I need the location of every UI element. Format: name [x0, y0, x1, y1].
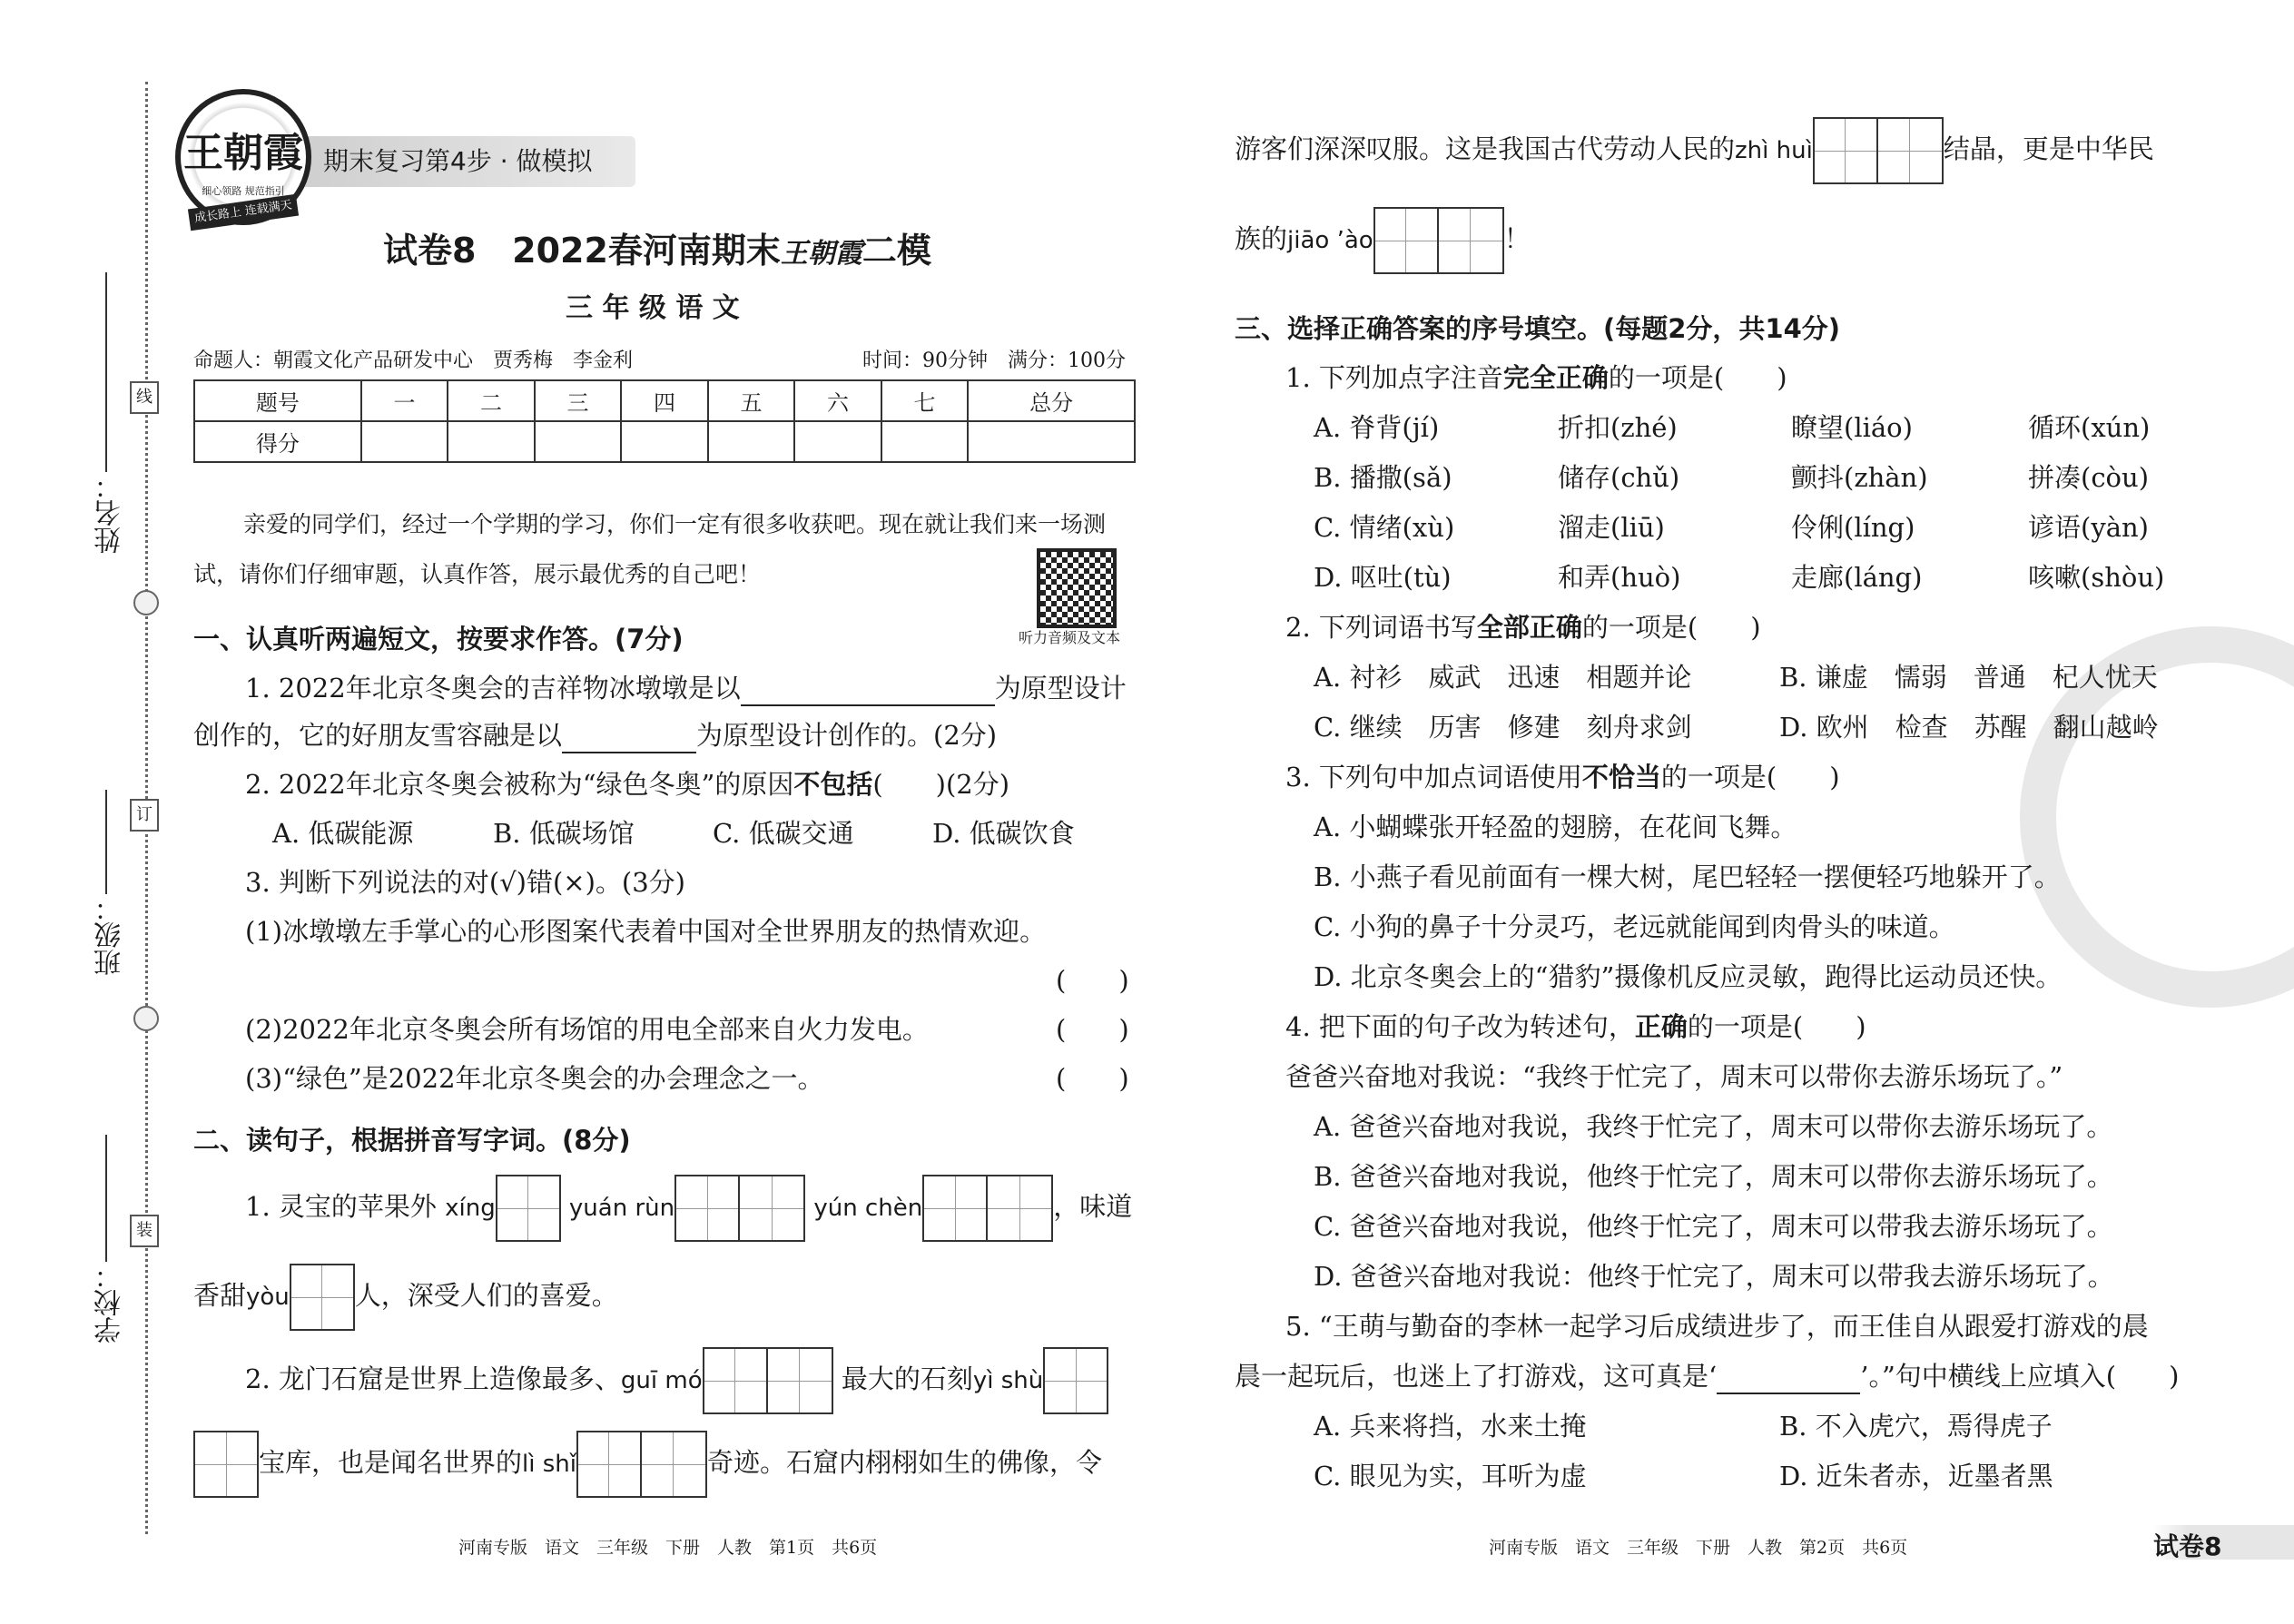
s1-q2-bold: 不包括 — [793, 769, 873, 800]
answer-blank[interactable] — [1717, 1365, 1860, 1394]
title-main: 2022春河南期末 — [512, 231, 781, 271]
table-cell: 六 — [794, 380, 881, 421]
score-cell[interactable] — [535, 421, 622, 462]
s1-q3-1: (1)冰墩墩左手掌心的心形图案代表着中国对全世界朋友的热情欢迎。 — [245, 916, 1047, 947]
binding-char-1: 线 — [130, 381, 159, 414]
page-tag: 试卷8 — [2153, 1531, 2222, 1561]
s1-q2-text-b: ( )(2分) — [872, 769, 1010, 800]
s2-text: 游客们深深叹服。这是我国古代劳动人民的 — [1235, 133, 1736, 164]
writing-box[interactable] — [740, 1175, 805, 1242]
answer-paren[interactable]: ( ) — [1056, 1014, 1129, 1045]
intro-line-1: 亲爱的同学们，经过一个学期的学习，你们一定有很多收获吧。现在就让我们来一场测 — [243, 511, 1107, 537]
school-label: 学校： — [94, 1262, 126, 1343]
title-brand: 王朝霞 — [780, 238, 862, 270]
s1-q3-3: (3)“绿色”是2022年北京冬奥会的办会理念之一。 — [245, 1063, 824, 1094]
s1-q2 — [245, 766, 1009, 802]
writing-box[interactable] — [703, 1347, 768, 1414]
s2-text: 族的 — [1235, 223, 1288, 254]
s3-text: 3. 下列句中加点词语使用 — [1285, 762, 1582, 792]
writing-box[interactable] — [1043, 1347, 1108, 1414]
binding-hole — [133, 590, 159, 615]
score-cell[interactable] — [881, 421, 969, 462]
s3-q2-opt-a: A. 衬衫 威武 迅速 相题并论 — [1314, 662, 1692, 693]
subtitle: 三 年 级 语 文 — [566, 292, 740, 324]
writing-box[interactable] — [674, 1175, 740, 1242]
logo-text: 王朝霞 — [183, 130, 303, 176]
footer-right: 河南专版 语文 三年级 下册 人教 第2页 共6页 — [1489, 1538, 1908, 1558]
score-table — [193, 379, 1136, 463]
class-label: 班级： — [94, 894, 126, 976]
writing-box[interactable] — [1373, 207, 1439, 274]
pinyin-jiaoao: jiāo ’ào — [1287, 227, 1373, 254]
answer-paren[interactable]: ( ) — [1056, 1063, 1129, 1094]
pinyin-yuanrun: yuán rùn — [568, 1195, 675, 1222]
s3-q2 — [1285, 609, 1761, 645]
table-cell: 四 — [621, 380, 708, 421]
writing-box[interactable] — [1878, 117, 1944, 184]
class-field[interactable] — [105, 790, 107, 894]
name-label: 姓名： — [94, 472, 126, 554]
s3-q1-d3: 走廊(láng) — [1791, 562, 1923, 593]
binding-hole — [133, 1006, 159, 1031]
s1-q1-text-a: 1. 2022年北京冬奥会的吉祥物冰墩墩是以 — [245, 673, 741, 704]
s2-sentence1-line1 — [245, 1173, 1132, 1242]
s3-q4-opt-c: C. 爸爸兴奋地对我说，他终于忙完了，周末可以带我去游乐场玩了。 — [1314, 1211, 2113, 1242]
s3-q3-opt-d: D. 北京冬奥会上的“猎豹”摄像机反应灵敏，跑得比运动员还快。 — [1314, 961, 2063, 992]
s1-q1-line2 — [193, 717, 997, 753]
s3-bold: 不恰当 — [1581, 762, 1661, 792]
s3-q1-c3: 伶俐(líng) — [1791, 512, 1915, 543]
s2-sentence2-line4 — [1235, 205, 1531, 274]
s1-q2-opt-a: A. 低碳能源 — [272, 818, 414, 849]
s3-q2-opt-d: D. 欧州 检查 苏醒 翻山越岭 — [1779, 712, 2159, 743]
table-cell: 二 — [448, 380, 535, 421]
s3-q1-a2: 折扣(zhé) — [1558, 412, 1678, 443]
s2-sentence2-line2 — [193, 1429, 1102, 1498]
answer-paren[interactable]: ( ) — [1056, 965, 1129, 996]
qr-caption: 听力音频及文本 — [1019, 629, 1121, 646]
table-cell: 总分 — [968, 380, 1135, 421]
table-cell: 三 — [535, 380, 622, 421]
s3-bold: 全部正确 — [1476, 612, 1582, 643]
pinyin-yunchen: yún chèn — [813, 1195, 923, 1222]
writing-box[interactable] — [988, 1175, 1053, 1242]
s3-text: 1. 下列加点字注音 — [1285, 362, 1503, 393]
s3-text: ’。”句中横线上应填入( ) — [1860, 1361, 2180, 1392]
s3-text: 的一项是( ) — [1660, 762, 1840, 792]
s3-q4-opt-b: B. 爸爸兴奋地对我说，他终于忙完了，周末可以带你去游乐场玩了。 — [1314, 1161, 2113, 1192]
s2-text: 2. 龙门石窟是世界上造像最多、 — [245, 1363, 621, 1394]
s3-bold: 正确 — [1634, 1011, 1688, 1042]
writing-box[interactable] — [193, 1431, 259, 1498]
writing-box[interactable] — [922, 1175, 988, 1242]
s3-text: 晨一起玩后，也迷上了打游戏，这可真是‘ — [1235, 1361, 1718, 1392]
s2-text: 香甜 — [193, 1280, 247, 1311]
intro-line-2: 试，请你们仔细审题，认真作答，展示最优秀的自己吧！ — [193, 561, 762, 587]
table-cell: 一 — [361, 380, 448, 421]
s3-q1-c1: C. 情绪(xù) — [1314, 512, 1455, 543]
s3-q1-d2: 和弄(huò) — [1558, 562, 1681, 593]
writing-box[interactable] — [496, 1175, 561, 1242]
footer-left: 河南专版 语文 三年级 下册 人教 第1页 共6页 — [458, 1538, 878, 1558]
s3-q1-b1: B. 播撒(sǎ) — [1314, 462, 1452, 493]
pinyin-yishu: yì shù — [972, 1367, 1044, 1394]
s3-q5-opt-a: A. 兵来将挡，水来土掩 — [1314, 1411, 1587, 1442]
s2-text: 人，深受人们的喜爱。 — [354, 1280, 618, 1311]
s2-sentence2-line1 — [245, 1345, 1108, 1414]
page-title — [383, 227, 931, 278]
s3-q1-c2: 溜走(liū) — [1558, 512, 1665, 543]
s3-q5-opt-d: D. 近朱者赤，近墨者黑 — [1779, 1461, 2053, 1491]
logo-subtext: 细心领路 规范指引 — [202, 185, 285, 197]
answer-blank[interactable] — [562, 724, 696, 753]
s3-q3-opt-a: A. 小蝴蝶张开轻盈的翅膀，在花间飞舞。 — [1314, 812, 1797, 842]
score-cell[interactable] — [794, 421, 881, 462]
s3-q1-a1: A. 脊背(jí) — [1314, 412, 1440, 443]
s3-text: 的一项是( ) — [1581, 612, 1761, 643]
time-and-score: 时间：90分钟 满分：100分 — [862, 349, 1126, 372]
title-suffix: 二模 — [861, 231, 931, 271]
section2-heading: 二、读句子，根据拼音写字词。(8分) — [193, 1125, 631, 1156]
pinyin-xing: xíng — [445, 1195, 496, 1222]
s3-q3-opt-c: C. 小狗的鼻子十分灵巧，老远就能闻到肉骨头的味道。 — [1314, 911, 1955, 942]
score-cell[interactable] — [708, 421, 795, 462]
writing-box[interactable] — [768, 1347, 833, 1414]
s3-q1-d1: D. 呕吐(tù) — [1314, 562, 1452, 593]
score-cell[interactable] — [448, 421, 535, 462]
writing-box[interactable] — [290, 1264, 355, 1331]
writing-box[interactable] — [1439, 207, 1504, 274]
s3-q4 — [1285, 1009, 1866, 1045]
table-cell: 五 — [708, 380, 795, 421]
s3-q3-opt-b: B. 小燕子看见前面有一棵大树，尾巴轻轻一摆便轻巧地躲开了。 — [1314, 861, 2061, 892]
s2-sentence1-line2 — [193, 1262, 618, 1331]
score-cell[interactable] — [968, 421, 1135, 462]
s3-text: 的一项是( ) — [1687, 1011, 1866, 1042]
s3-q3 — [1285, 759, 1840, 795]
qr-code[interactable] — [1037, 548, 1117, 628]
writing-box[interactable] — [576, 1431, 642, 1498]
s2-text: 奇迹。石窟内栩栩如生的佛像，令 — [706, 1447, 1102, 1478]
section1-heading: 一、认真听两遍短文，按要求作答。(7分) — [193, 624, 684, 655]
table-cell: 七 — [881, 380, 969, 421]
score-table-header-row — [194, 380, 1135, 421]
binding-char-3: 装 — [130, 1215, 159, 1247]
s1-q2-opt-c: C. 低碳交通 — [713, 818, 854, 849]
s3-q4-sentence: 爸爸兴奋地对我说：“我终于忙完了，周末可以带你去游乐场玩了。” — [1285, 1061, 2063, 1092]
s2-text: 结晶，更是中华民 — [1943, 133, 2154, 164]
s1-q3: 3. 判断下列说法的对(√)错(×)。(3分) — [245, 867, 686, 898]
s2-text: 1. 灵宝的苹果外 — [245, 1191, 437, 1222]
logo-ribbon: 成长路上 连载满天 — [188, 194, 299, 231]
s3-q2-opt-b: B. 谦虚 懦弱 普通 杞人忧天 — [1779, 662, 2158, 693]
s3-q5-line1: 5. “王萌与勤奋的李林一起学习后成绩进步了，而王佳自从跟爱打游戏的晨 — [1285, 1311, 2149, 1342]
s2-text: ！ — [1503, 223, 1531, 254]
s3-q5-opt-c: C. 眼见为实，耳听为虚 — [1314, 1461, 1587, 1491]
review-step-banner: 期末复习第4步 · 做模拟 — [300, 136, 635, 187]
pinyin-guimo: guī mó — [620, 1367, 703, 1394]
s3-q5-line2 — [1235, 1358, 2179, 1394]
pinyin-you: yòu — [246, 1284, 290, 1311]
s2-sentence2-line3 — [1235, 115, 2154, 184]
writing-box[interactable] — [642, 1431, 707, 1498]
s3-bold: 完全正确 — [1502, 362, 1609, 393]
s1-q2-text-a: 2. 2022年北京冬奥会被称为“绿色冬奥”的原因 — [245, 769, 794, 800]
s3-q1-b2: 储存(chǔ) — [1558, 462, 1680, 493]
school-field[interactable] — [105, 1135, 107, 1262]
s3-q1 — [1285, 359, 1787, 396]
s2-text: ，味道 — [1053, 1191, 1133, 1222]
s1-q1-text-b: 为原型设计 — [994, 673, 1127, 704]
s3-q1-b3: 颤抖(zhàn) — [1791, 462, 1928, 493]
name-field[interactable] — [105, 272, 107, 472]
s1-q2-opt-d: D. 低碳饮食 — [932, 818, 1075, 849]
score-table-score-row — [194, 421, 1135, 462]
s3-text: 4. 把下面的句子改为转述句， — [1285, 1011, 1635, 1042]
s3-q4-opt-a: A. 爸爸兴奋地对我说，我终于忙完了，周末可以带你去游乐场玩了。 — [1314, 1111, 2113, 1142]
s1-q2-opt-b: B. 低碳场馆 — [493, 818, 635, 849]
pinyin-zhihui: zhì huì — [1735, 137, 1813, 164]
s1-q3-2: (2)2022年北京冬奥会所有场馆的用电全部来自火力发电。 — [245, 1014, 929, 1045]
table-cell: 题号 — [194, 380, 361, 421]
pinyin-lishi: lì shǐ — [522, 1451, 576, 1478]
authors: 命题人：朝霞文化产品研发中心 贾秀梅 李金利 — [193, 349, 634, 372]
score-cell[interactable] — [621, 421, 708, 462]
answer-blank[interactable] — [741, 677, 995, 706]
s3-text: 的一项是( ) — [1608, 362, 1787, 393]
score-cell[interactable] — [361, 421, 448, 462]
s2-text: 宝库，也是闻名世界的 — [259, 1447, 523, 1478]
s1-q1-text-c: 创作的，它的好朋友雪容融是以 — [193, 720, 563, 751]
s3-q5-opt-b: B. 不入虎穴，焉得虎子 — [1779, 1411, 2053, 1442]
binding-char-2: 订 — [130, 799, 159, 832]
writing-box[interactable] — [1813, 117, 1878, 184]
s2-text: 最大的石刻 — [841, 1363, 973, 1394]
table-cell: 得分 — [194, 421, 361, 462]
s1-q1-line1 — [245, 670, 1127, 706]
s3-q2-opt-c: C. 继续 历害 修建 刻舟求剑 — [1314, 712, 1692, 743]
s3-q1-c4: 谚语(yàn) — [2028, 512, 2149, 543]
s3-q1-b4: 拼凑(còu) — [2028, 462, 2150, 493]
s3-q1-d4: 咳嗽(shòu) — [2028, 562, 2165, 593]
s3-q4-opt-d: D. 爸爸兴奋地对我说：他终于忙完了，周末可以带我去游乐场玩了。 — [1314, 1261, 2114, 1292]
section3-heading: 三、选择正确答案的序号填空。(每题2分，共14分) — [1235, 313, 1841, 344]
s1-q1-text-d: 为原型设计创作的。(2分) — [696, 720, 998, 751]
title-prefix: 试卷8 — [383, 231, 477, 271]
s3-q1-a3: 瞭望(liáo) — [1791, 412, 1913, 443]
s3-q1-a4: 循环(xún) — [2028, 412, 2151, 443]
s3-text: 2. 下列词语书写 — [1285, 612, 1477, 643]
